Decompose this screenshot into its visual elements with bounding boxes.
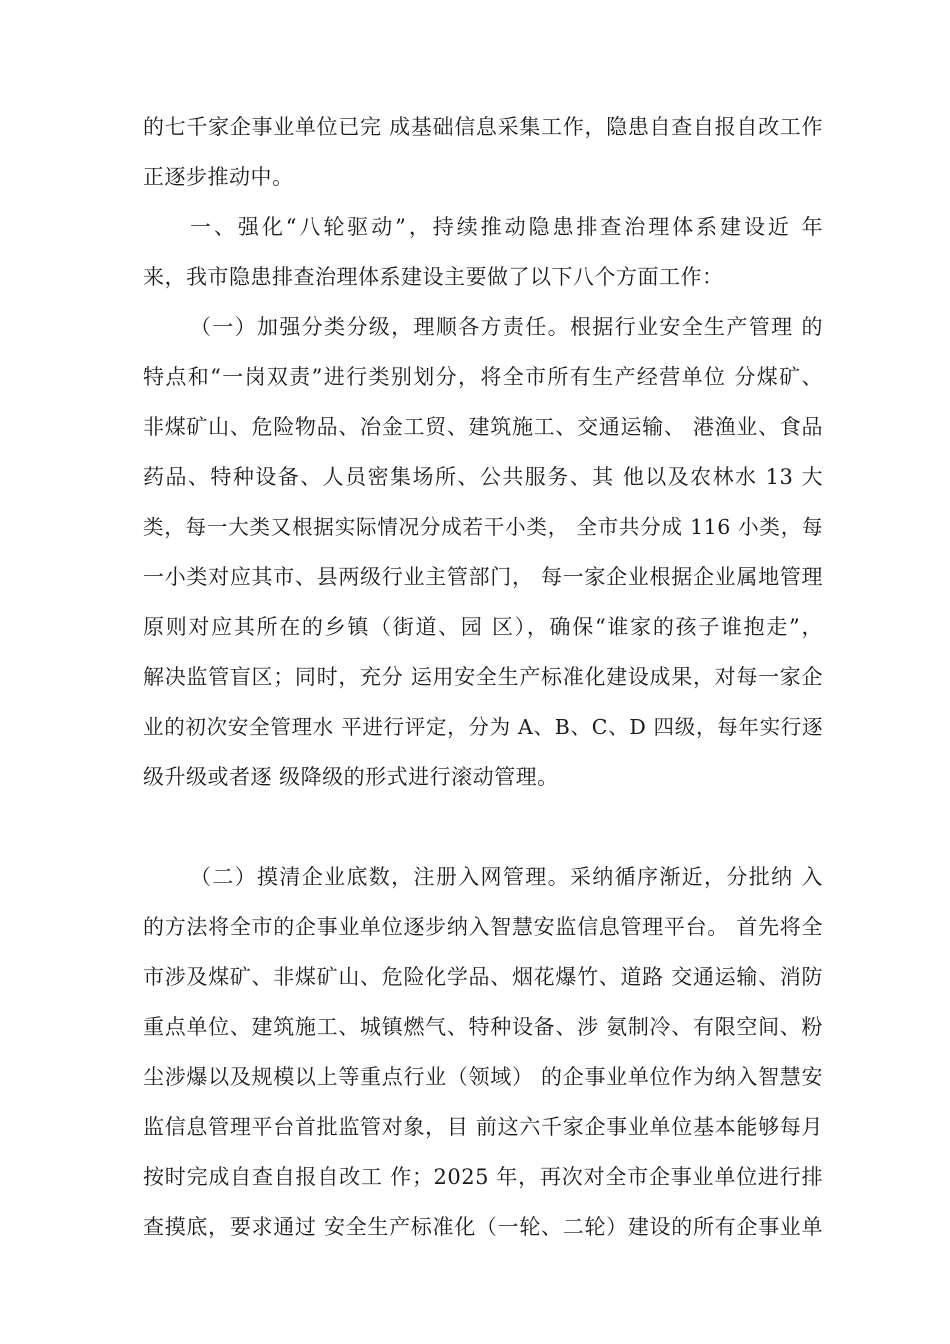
subsection-heading-line: （二）摸清企业底数，注册入网管理。采纳循序渐近，分批纳 入 (190, 865, 823, 889)
text-line: 监信息管理平台首批监管对象，目 前这六千家企事业单位基本能够每月 (143, 1115, 823, 1139)
section-heading-line: 一、强化“八轮驱动”，持续推动隐患排查治理体系建设近 年 (190, 215, 823, 239)
text-line: 按时完成自查自报自改工 作；2025 年，再次对全市企事业单位进行排 (143, 1165, 823, 1189)
text-line: 原则对应其所在的乡镇（街道、园 区），确保“谁家的孩子谁抱走”， (143, 615, 823, 639)
text-line: 级升级或者逐 级降级的形式进行滚动管理。 (143, 765, 559, 789)
text-line: 一小类对应其市、县两级行业主管部门， 每一家企业根据企业属地管理 (143, 565, 823, 589)
text-line: 的七千家企事业单位已完 成基础信息采集工作，隐患自查自报自改工作 (143, 115, 823, 139)
text-line: 来，我市隐患排查治理体系建设主要做了以下八个方面工作： (143, 265, 724, 289)
text-line: 解决监管盲区；同时，充分 运用安全生产标准化建设成果，对每一家企 (143, 665, 823, 689)
subsection-heading-line: （一）加强分类分级，理顺各方责任。根据行业安全生产管理 的 (190, 315, 823, 339)
text-line: 业的初次安全管理水 平进行评定，分为 A、B、C、D 四级，每年实行逐 (143, 715, 823, 739)
text-line: 重点单位、建筑施工、城镇燃气、特种设备、涉 氨制冷、有限空间、粉 (143, 1015, 823, 1039)
text-line: 查摸底，要求通过 安全生产标准化（一轮、二轮）建设的所有企事业单 (143, 1215, 823, 1239)
text-line: 类，每一大类又根据实际情况分成若干小类， 全市共分成 116 小类，每 (143, 515, 823, 539)
text-line: 尘涉爆以及规模以上等重点行业（领域） 的企事业单位作为纳入智慧安 (143, 1065, 823, 1089)
text-line: 药品、特种设备、人员密集场所、公共服务、其 他以及农林水 13 大 (143, 465, 823, 489)
text-line: 正逐步推动中。 (143, 165, 294, 189)
text-line: 特点和“一岗双责”进行类别划分，将全市所有生产经营单位 分煤矿、 (143, 365, 823, 389)
text-line: 市涉及煤矿、非煤矿山、危险化学品、烟花爆竹、道路 交通运输、消防 (143, 965, 823, 989)
text-line: 的方法将全市的企事业单位逐步纳入智慧安监信息管理平台。 首先将全 (143, 915, 823, 939)
text-line: 非煤矿山、危险物品、冶金工贸、建筑施工、交通运输、 港渔业、食品 (143, 415, 823, 439)
